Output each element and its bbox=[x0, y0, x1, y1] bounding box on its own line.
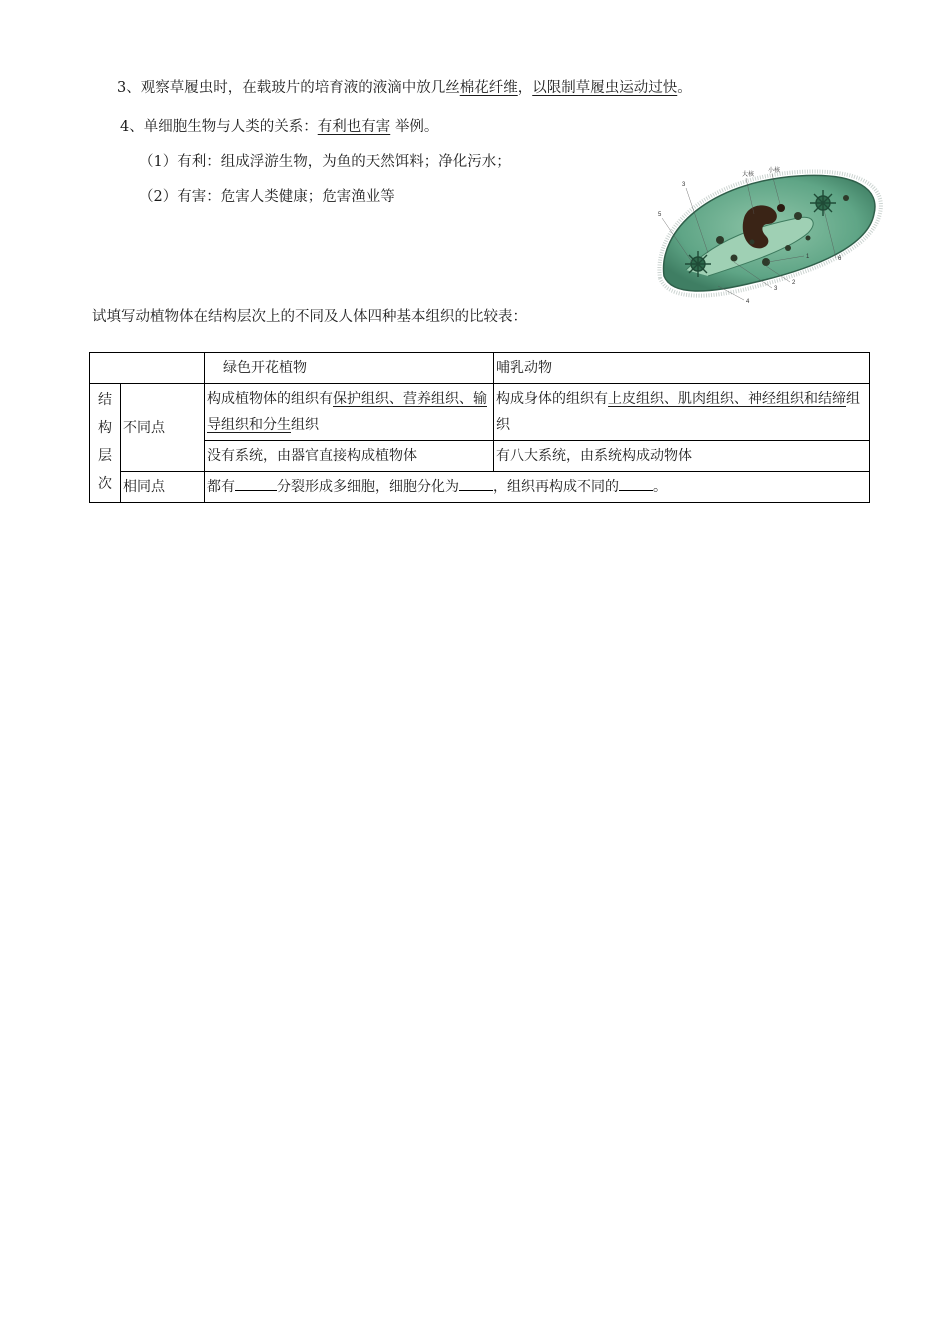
row-group-char-1: 结 bbox=[98, 392, 112, 408]
animal-tissue-prefix: 构成身体的组织有 bbox=[496, 391, 608, 407]
item-3-sentence bbox=[117, 76, 692, 97]
figure-label-3b: 3 bbox=[774, 286, 778, 292]
blank-1[interactable] bbox=[235, 476, 277, 491]
header-animal: 哺乳动物 bbox=[494, 353, 870, 384]
figure-label-5: 5 bbox=[658, 212, 662, 218]
item-3-end: 。 bbox=[677, 80, 692, 96]
same-part-2: 分裂形成多细胞，细胞分化为 bbox=[277, 479, 459, 495]
item-3-answer-1: 棉花纤维 bbox=[459, 80, 518, 96]
figure-label-4: 4 bbox=[746, 299, 750, 305]
figure-label-3a: 3 bbox=[682, 182, 686, 188]
table-row-tissue bbox=[90, 384, 870, 441]
item-4-sentence bbox=[120, 115, 438, 136]
plant-tissue-cell bbox=[205, 384, 494, 441]
animal-system-cell: 有八大系统，由系统构成动物体 bbox=[494, 441, 870, 472]
plant-system-cell: 没有系统，由器官直接构成植物体 bbox=[205, 441, 494, 472]
animal-tissue-suffix: 组织 bbox=[496, 391, 860, 433]
figure-label-micronucleus: 小核 bbox=[768, 168, 781, 174]
row-group-char-4: 次 bbox=[98, 476, 112, 492]
figure-label-1: 1 bbox=[806, 254, 810, 260]
comparison-table bbox=[89, 352, 870, 503]
item-3-comma: ， bbox=[517, 80, 533, 96]
same-part-1: 都有 bbox=[207, 479, 235, 495]
same-cell bbox=[205, 472, 870, 503]
diff-label: 不同点 bbox=[121, 384, 205, 472]
item-4-benefit: （1）有利：组成浮游生物，为鱼的天然饵料；净化污水； bbox=[139, 154, 511, 170]
table-row-system bbox=[90, 441, 870, 472]
paramecium-illustration bbox=[648, 158, 884, 308]
table-row-same bbox=[90, 472, 870, 503]
animal-tissue-answer: 上皮组织、肌肉组织、神经组织和结缔 bbox=[608, 391, 846, 407]
same-label: 相同点 bbox=[121, 472, 205, 503]
animal-tissue-cell bbox=[494, 384, 870, 441]
plant-tissue-suffix: 组织 bbox=[291, 417, 319, 433]
item-3-answer-2: 以限制草履虫运动过快 bbox=[532, 80, 678, 96]
item-4-harm: （2）有害：危害人类健康；危害渔业等 bbox=[139, 189, 395, 205]
table-intro: 试填写动植物体在结构层次上的不同及人体四种基本组织的比较表： bbox=[92, 309, 527, 325]
figure-label-2: 2 bbox=[792, 280, 796, 286]
table-corner-cell bbox=[90, 353, 205, 384]
row-group-char-3: 层 bbox=[98, 448, 112, 464]
blank-2[interactable] bbox=[459, 476, 493, 491]
item-4-answer: 有利也有害 bbox=[317, 119, 391, 135]
header-plant: 绿色开花植物 bbox=[205, 353, 494, 384]
item-4-suffix: 举例。 bbox=[390, 119, 439, 135]
blank-3[interactable] bbox=[619, 476, 653, 491]
same-part-4: 。 bbox=[653, 479, 667, 495]
item-3-prefix: 3、观察草履虫时，在载玻片的培育液的液滴中放几丝 bbox=[117, 80, 460, 96]
figure-label-6: 6 bbox=[838, 256, 842, 262]
row-group-char-2: 构 bbox=[98, 420, 112, 436]
figure-label-macronucleus: 大核 bbox=[742, 172, 755, 178]
plant-tissue-prefix: 构成植物体的组织有 bbox=[207, 391, 333, 407]
micronucleus bbox=[777, 204, 785, 212]
plant-tissue-answer: 保护组织、营养组织、输导组织和分生 bbox=[207, 391, 487, 433]
item-4-prefix: 4、单细胞生物与人类的关系： bbox=[120, 119, 318, 135]
same-part-3: ，组织再构成不同的 bbox=[493, 479, 619, 495]
table-header-row bbox=[90, 353, 870, 384]
row-group-label bbox=[90, 384, 121, 503]
